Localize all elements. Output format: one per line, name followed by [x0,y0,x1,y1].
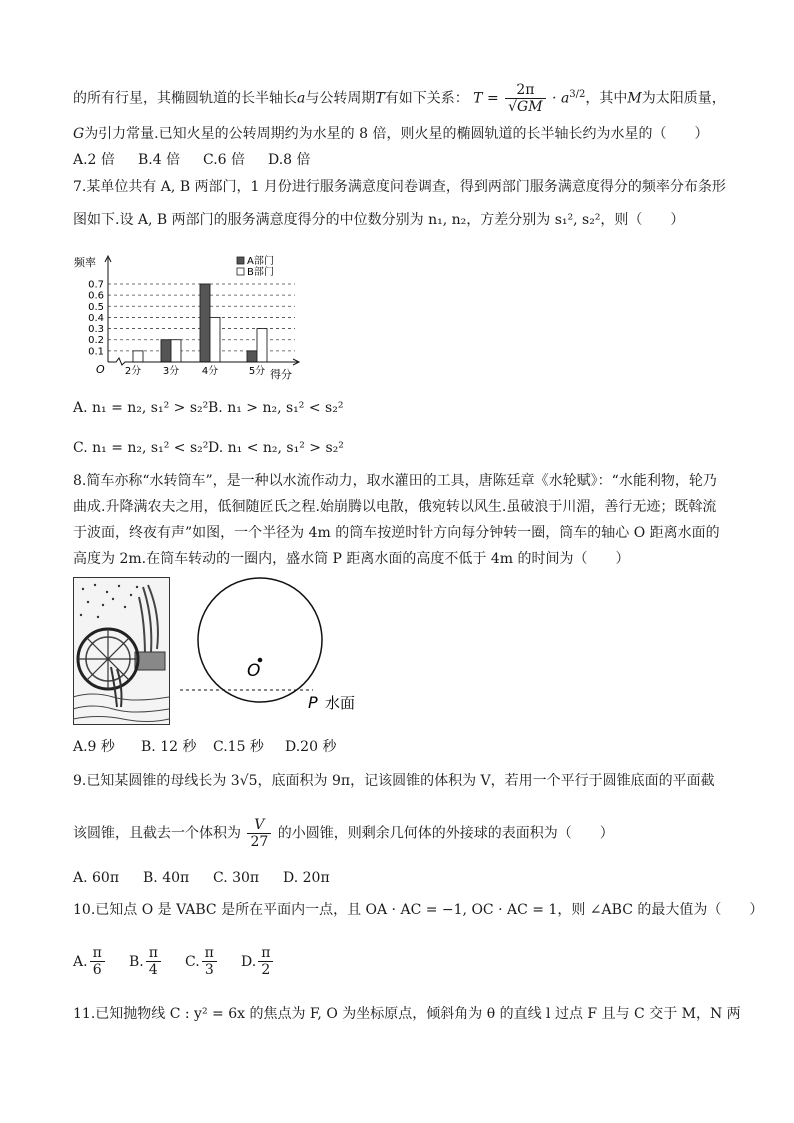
y-tick-label: 0.2 [88,335,104,347]
q6-text-c: 有如下关系： [384,90,469,107]
q7-option-b: B. n₁ > n₂, s₁² < s₂² [208,400,344,416]
q8-options [73,737,336,757]
legend-label: A部门 [247,256,274,267]
q10-option-a-label: A. [73,953,88,970]
q10-a-den: 6 [92,962,102,978]
frac-den: √GM [508,99,543,115]
q10-d-num: π [258,945,273,962]
q10-c-den: 3 [204,962,214,978]
bar-b-5分 [257,329,267,362]
q6-text-e: 为太阳质量， [641,90,726,107]
waterwheel-illustration [73,577,170,725]
q10-option-c [185,945,241,978]
var-M: M [627,90,642,107]
bar-a-3分 [161,340,171,362]
wheel-circle [198,578,322,702]
q9-option-c: C. 30π [213,870,260,886]
q8-line2: 曲成.升降满农夫之用，低徊随匠氏之程.始崩腾以电散，俄宛转以风生.虽破浪于川湄，善行无迹；既斡流 [73,499,717,515]
y-tick-label: 0.3 [88,324,104,336]
q9-fraction [247,817,271,850]
q10-option-a [73,945,129,978]
q10-b-den: 4 [148,962,158,978]
bar-b-2分 [133,351,143,362]
bar-b-3分 [171,340,181,362]
center-label: O [247,661,261,681]
y-tick-label: 0.6 [88,290,104,302]
y-tick-label: 0.5 [88,301,104,313]
bar-a-5分 [247,351,257,362]
q8-option-c: C.15 秒 [213,739,264,755]
q8-option-b: B. 12 秒 [141,739,197,755]
q8-line4: 高度为 2m.在筒车转动的一圈内，盛水筒 P 距离水面的高度不低于 4m 的时间为（ ） [73,551,630,567]
var-G: G [73,126,85,142]
exponent: 3/2 [569,88,586,100]
q9-option-a: A. 60π [73,870,120,886]
q9-frac-num: V [247,817,271,834]
q9-options [73,868,330,888]
q8-line3: 于波面，终夜有声”如图，一个半径为 4m 的筒车按逆时针方向每分钟转一圈，筒车的轴心 O 距离水面的 [73,525,720,541]
x-tick-label: 3分 [162,366,180,377]
y-axis-label: 频率 [74,256,96,269]
chart-bars [133,284,267,362]
q10-option-d-label: D. [241,953,257,970]
q10-option-b-label: B. [129,953,144,970]
q10-option-d [241,945,275,978]
q10-option-b [129,945,185,978]
q9-text-a: 该圆锥，且截去一个体积为 [73,825,241,842]
q10-a-num: π [90,945,105,962]
y-tick-label: 0.7 [88,279,104,291]
q6-option-c: C.6 倍 [203,152,246,168]
q6-text-b: 与公转周期 [305,90,376,107]
q10-option-c-label: C. [185,953,200,970]
x-tick-label: 5分 [248,366,266,377]
eq-lhs: T = [473,90,499,107]
q9-option-b: B. 40π [143,870,190,886]
y-tick-label: 0.1 [88,346,104,358]
waterwheel-diagram [175,575,375,720]
x-tick-label: 2分 [124,366,142,377]
x-tick-label: 4分 [201,366,219,377]
q8-option-d: D.20 秒 [285,739,337,755]
y-tick-label: 0.4 [88,312,104,324]
q9-text-b: 的小圆锥，则剩余几何体的外接球的表面积为（ ） [277,825,614,842]
q6-line2 [73,124,708,144]
q10-c-num: π [202,945,217,962]
q8-option-a: A.9 秒 [73,739,115,755]
q7-options-row1 [73,398,343,418]
q7-line1: 7.某单位共有 A, B 两部门，1 月份进行服务满意度问卷调查，得到两部门服务满意度得分的频率分布条形 [73,179,726,195]
q6-option-b: B.4 倍 [138,152,181,168]
bar-a-4分 [200,284,210,362]
q9-option-d: D. 20π [283,870,330,886]
var-a: a [297,90,306,107]
q7-option-a: A. n₁ = n₂, s₁² > s₂² [73,400,209,416]
frequency-bar-chart [70,250,310,385]
q9-line2 [73,817,614,850]
frac-num: 2π [505,82,545,99]
q7-option-d: D. n₁ < n₂, s₁² > s₂² [208,440,344,456]
q10-options [73,945,275,978]
origin-label: O [96,363,105,376]
q6-line2-text: 为引力常量.已知火星的公转周期约为水星的 8 倍，则火星的椭圆轨道的长半轴长约为水星的（ ） [84,126,709,142]
q7-line2: 图如下.设 A, B 两部门的服务满意度得分的中位数分别为 n₁, n₂，方差分别为 s₁², s₂²，则（ ） [73,212,685,228]
q7-options-row2 [73,438,344,458]
q11-line1: 11.已知抛物线 C : y² = 6x 的焦点为 F, O 为坐标原点，倾斜角为 θ 的直线 l 过点 F 且与 C 交于 M，N 两 [73,1006,741,1022]
q9-frac-den: 27 [250,834,269,850]
q8-line1: 8.简车亦称“水转筒车”，是一种以水流作动力，取水灌田的工具，唐陈廷章《水轮赋》：“水能利物，轮乃 [73,473,717,489]
q6-text-d: ，其中 [585,90,628,107]
q6-line1 [73,82,726,115]
q10-d-den: 2 [261,962,271,978]
q6-option-d: D.8 倍 [268,152,311,168]
var-T: T [375,90,385,107]
chart-legend [237,254,274,278]
legend-label: B部门 [247,267,274,278]
kepler-fraction [505,82,545,115]
water-surface-label: 水面 [325,694,356,712]
bar-b-4分 [210,317,220,362]
q10-line1: 10.已知点 O 是 VABC 是所在平面内一点，且 OA · AC = −1, OC · AC = 1，则 ∠ABC 的最大值为（ ） [73,902,764,918]
q10-b-num: π [146,945,161,962]
q7-option-c: C. n₁ = n₂, s₁² < s₂² [73,440,209,456]
q6-text-a: 的所有行星，其椭圆轨道的长半轴长 [73,90,297,107]
x-axis-label: 得分 [270,368,292,381]
point-p-label: P [308,693,318,712]
legend-swatch [237,257,244,264]
q6-option-a: A.2 倍 [73,152,115,168]
q9-line1: 9.已知某圆锥的母线长为 3√5，底面积为 9π，记该圆锥的体积为 V，若用一个平行于圆锥底面的平面截 [73,773,715,789]
legend-swatch [237,268,244,275]
eq-rhs: · a [552,90,570,107]
q6-options [73,150,311,170]
